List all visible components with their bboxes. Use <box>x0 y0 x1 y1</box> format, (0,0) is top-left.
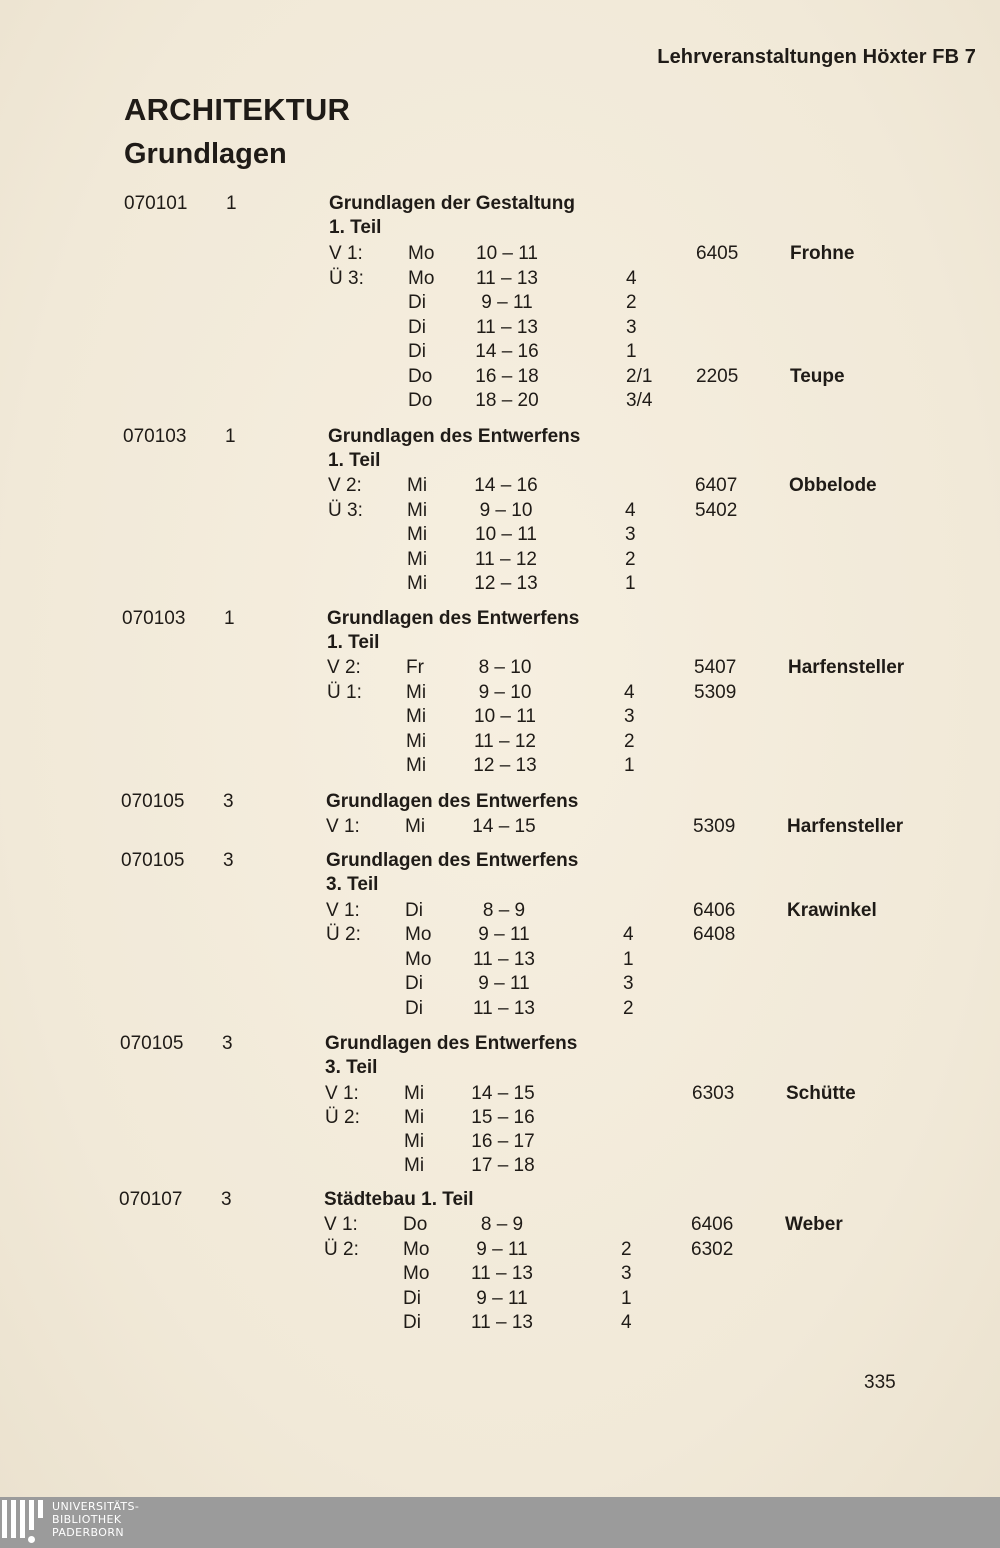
session-row <box>123 500 923 524</box>
session-time: 8 – 10 <box>478 657 532 678</box>
course-title: Grundlagen des Entwerfens <box>326 791 579 812</box>
session-row <box>123 524 923 548</box>
course-semester: 1 <box>224 608 235 629</box>
course-number: 070107 <box>119 1189 183 1210</box>
session-group: 1 <box>623 949 634 970</box>
session-day: Mi <box>404 1083 425 1104</box>
library-name <box>52 1500 139 1539</box>
session-group: 4 <box>621 1312 632 1333</box>
session-row <box>122 706 922 730</box>
course-title: Grundlagen der Gestaltung <box>329 193 575 214</box>
session-time: 14 – 16 <box>474 475 538 496</box>
session-time: 14 – 16 <box>475 341 539 362</box>
session-time: 10 – 11 <box>474 706 536 727</box>
session-day: Fr <box>406 657 424 678</box>
session-row <box>122 657 922 681</box>
session-row <box>120 1107 920 1131</box>
course-number: 070105 <box>121 791 185 812</box>
session-room: 5407 <box>694 657 737 678</box>
session-row <box>121 949 921 973</box>
session-room: 6406 <box>691 1214 734 1235</box>
session-time: 9 – 10 <box>478 682 532 703</box>
session-lecturer: Teupe <box>790 366 845 387</box>
session-time: 9 – 11 <box>476 1288 528 1309</box>
session-day: Do <box>408 390 433 411</box>
session-day: Mi <box>407 500 428 521</box>
session-time: 11 – 13 <box>471 1312 533 1333</box>
session-day: Mi <box>404 1155 425 1176</box>
session-type: V 1: <box>324 1214 358 1235</box>
session-time: 9 – 11 <box>478 973 530 994</box>
session-day: Di <box>403 1288 421 1309</box>
session-time: 11 – 12 <box>474 731 536 752</box>
session-group: 3 <box>623 973 634 994</box>
session-group: 3 <box>625 524 636 545</box>
session-type: Ü 1: <box>327 682 362 703</box>
session-time: 11 – 13 <box>476 317 538 338</box>
page-number: 335 <box>864 1372 896 1393</box>
session-day: Di <box>403 1312 421 1333</box>
session-day: Di <box>405 973 423 994</box>
course-subtitle: 1. Teil <box>327 632 380 653</box>
session-row <box>124 268 924 292</box>
session-day: Mi <box>406 755 427 776</box>
session-time: 16 – 18 <box>475 366 539 387</box>
library-footer-bar <box>0 1497 1000 1548</box>
session-group: 2 <box>625 549 636 570</box>
session-room: 5309 <box>694 682 737 703</box>
course-title: Grundlagen des Entwerfens <box>327 608 580 629</box>
session-row <box>124 366 924 390</box>
course-title: Städtebau 1. Teil <box>324 1189 474 1210</box>
session-day: Mo <box>408 268 435 289</box>
session-row <box>124 292 924 316</box>
session-time: 16 – 17 <box>471 1131 535 1152</box>
course-title: Grundlagen des Entwerfens <box>326 850 579 871</box>
session-lecturer: Weber <box>785 1214 843 1235</box>
department-title: ARCHITEKTUR <box>124 92 351 127</box>
session-row <box>122 682 922 706</box>
session-lecturer: Obbelode <box>789 475 877 496</box>
session-time: 8 – 9 <box>480 1214 524 1235</box>
session-group: 2 <box>621 1239 632 1260</box>
session-room: 6408 <box>693 924 736 945</box>
session-lecturer: Krawinkel <box>787 900 877 921</box>
session-room: 6407 <box>695 475 738 496</box>
session-group: 4 <box>626 268 637 289</box>
session-row <box>123 549 923 573</box>
course-semester: 1 <box>225 426 236 447</box>
session-time: 11 – 12 <box>475 549 537 570</box>
session-type: Ü 3: <box>328 500 363 521</box>
library-name-line: BIBLIOTHEK <box>52 1513 122 1526</box>
session-row <box>119 1214 919 1238</box>
session-time: 17 – 18 <box>471 1155 535 1176</box>
session-type: V 1: <box>326 900 360 921</box>
library-logo-icon <box>2 1500 46 1544</box>
session-type: Ü 3: <box>329 268 364 289</box>
session-group: 4 <box>625 500 636 521</box>
course-number: 070103 <box>122 608 186 629</box>
session-row <box>124 243 924 267</box>
session-time: 14 – 15 <box>472 816 536 837</box>
session-time: 18 – 20 <box>475 390 539 411</box>
session-row <box>120 1131 920 1155</box>
course-semester: 3 <box>221 1189 232 1210</box>
session-time: 11 – 13 <box>471 1263 533 1284</box>
course-title: Grundlagen des Entwerfens <box>328 426 581 447</box>
library-name-line: UNIVERSITÄTS- <box>52 1500 140 1513</box>
session-time: 9 – 11 <box>476 1239 528 1260</box>
course-semester: 3 <box>223 791 234 812</box>
session-day: Mo <box>408 243 435 264</box>
session-day: Mo <box>403 1263 430 1284</box>
course-number: 070105 <box>121 850 185 871</box>
session-room: 6405 <box>696 243 739 264</box>
session-day: Mo <box>405 924 432 945</box>
session-day: Mi <box>404 1131 425 1152</box>
session-day: Mi <box>407 475 428 496</box>
session-row <box>121 998 921 1022</box>
running-head: Lehrveranstaltungen Höxter FB 7 <box>657 46 976 68</box>
session-time: 11 – 13 <box>473 949 535 970</box>
session-time: 10 – 11 <box>475 524 537 545</box>
session-group: 1 <box>625 573 636 594</box>
session-row <box>119 1312 919 1336</box>
session-group: 2 <box>623 998 634 1019</box>
session-type: V 1: <box>326 816 360 837</box>
session-time: 11 – 13 <box>476 268 538 289</box>
section-title: Grundlagen <box>124 138 287 170</box>
session-row <box>123 475 923 499</box>
session-day: Di <box>408 341 426 362</box>
session-group: 2/1 <box>626 366 653 387</box>
session-time: 12 – 13 <box>474 573 538 594</box>
session-day: Mi <box>407 549 428 570</box>
session-group: 1 <box>626 341 637 362</box>
session-group: 4 <box>624 682 635 703</box>
course-subtitle: 3. Teil <box>325 1057 378 1078</box>
session-day: Mo <box>403 1239 430 1260</box>
course-number: 070103 <box>123 426 187 447</box>
session-day: Mi <box>406 706 427 727</box>
session-row <box>121 924 921 948</box>
session-type: V 1: <box>325 1083 359 1104</box>
session-time: 10 – 11 <box>476 243 538 264</box>
session-day: Mi <box>407 524 428 545</box>
session-day: Di <box>408 292 426 313</box>
session-group: 2 <box>626 292 637 313</box>
library-name-line: PADERBORN <box>52 1526 125 1539</box>
session-day: Mi <box>407 573 428 594</box>
session-time: 12 – 13 <box>473 755 537 776</box>
session-row <box>119 1239 919 1263</box>
session-group: 4 <box>623 924 634 945</box>
session-group: 3 <box>621 1263 632 1284</box>
session-time: 9 – 11 <box>478 924 530 945</box>
session-group: 3 <box>626 317 637 338</box>
session-type: Ü 2: <box>325 1107 360 1128</box>
session-row <box>121 973 921 997</box>
session-day: Di <box>408 317 426 338</box>
course-semester: 3 <box>223 850 234 871</box>
session-group: 1 <box>621 1288 632 1309</box>
session-day: Mi <box>404 1107 425 1128</box>
session-row <box>124 390 924 414</box>
session-day: Do <box>403 1214 428 1235</box>
course-title: Grundlagen des Entwerfens <box>325 1033 578 1054</box>
session-room: 6406 <box>693 900 736 921</box>
session-type: V 1: <box>329 243 363 264</box>
session-group: 3/4 <box>626 390 653 411</box>
course-subtitle: 3. Teil <box>326 874 379 895</box>
session-row <box>122 755 922 779</box>
session-day: Mi <box>405 816 426 837</box>
session-day: Di <box>405 998 423 1019</box>
course-subtitle: 1. Teil <box>328 450 381 471</box>
session-type: V 2: <box>328 475 362 496</box>
session-room: 6303 <box>692 1083 735 1104</box>
session-row <box>124 317 924 341</box>
session-room: 6302 <box>691 1239 734 1260</box>
course-subtitle: 1. Teil <box>329 217 382 238</box>
course-number: 070101 <box>124 193 188 214</box>
session-day: Mi <box>406 682 427 703</box>
session-group: 2 <box>624 731 635 752</box>
session-day: Do <box>408 366 433 387</box>
session-time: 9 – 10 <box>479 500 533 521</box>
session-time: 15 – 16 <box>471 1107 535 1128</box>
session-type: Ü 2: <box>324 1239 359 1260</box>
session-time: 8 – 9 <box>482 900 526 921</box>
session-day: Mo <box>405 949 432 970</box>
session-row <box>124 341 924 365</box>
session-time: 9 – 11 <box>481 292 533 313</box>
session-type: Ü 2: <box>326 924 361 945</box>
session-time: 14 – 15 <box>471 1083 535 1104</box>
session-row <box>121 816 921 840</box>
session-row <box>120 1155 920 1179</box>
session-room: 2205 <box>696 366 739 387</box>
session-day: Di <box>405 900 423 921</box>
session-row <box>122 731 922 755</box>
session-day: Mi <box>406 731 427 752</box>
session-row <box>123 573 923 597</box>
session-row <box>119 1263 919 1287</box>
session-row <box>121 900 921 924</box>
session-row <box>119 1288 919 1312</box>
session-room: 5402 <box>695 500 738 521</box>
course-semester: 1 <box>226 193 237 214</box>
session-lecturer: Frohne <box>790 243 855 264</box>
course-semester: 3 <box>222 1033 233 1054</box>
session-lecturer: Schütte <box>786 1083 856 1104</box>
session-type: V 2: <box>327 657 361 678</box>
session-group: 3 <box>624 706 635 727</box>
course-number: 070105 <box>120 1033 184 1054</box>
session-lecturer: Harfensteller <box>788 657 905 678</box>
session-lecturer: Harfensteller <box>787 816 904 837</box>
session-row <box>120 1083 920 1107</box>
session-room: 5309 <box>693 816 736 837</box>
session-time: 11 – 13 <box>473 998 535 1019</box>
session-group: 1 <box>624 755 635 776</box>
